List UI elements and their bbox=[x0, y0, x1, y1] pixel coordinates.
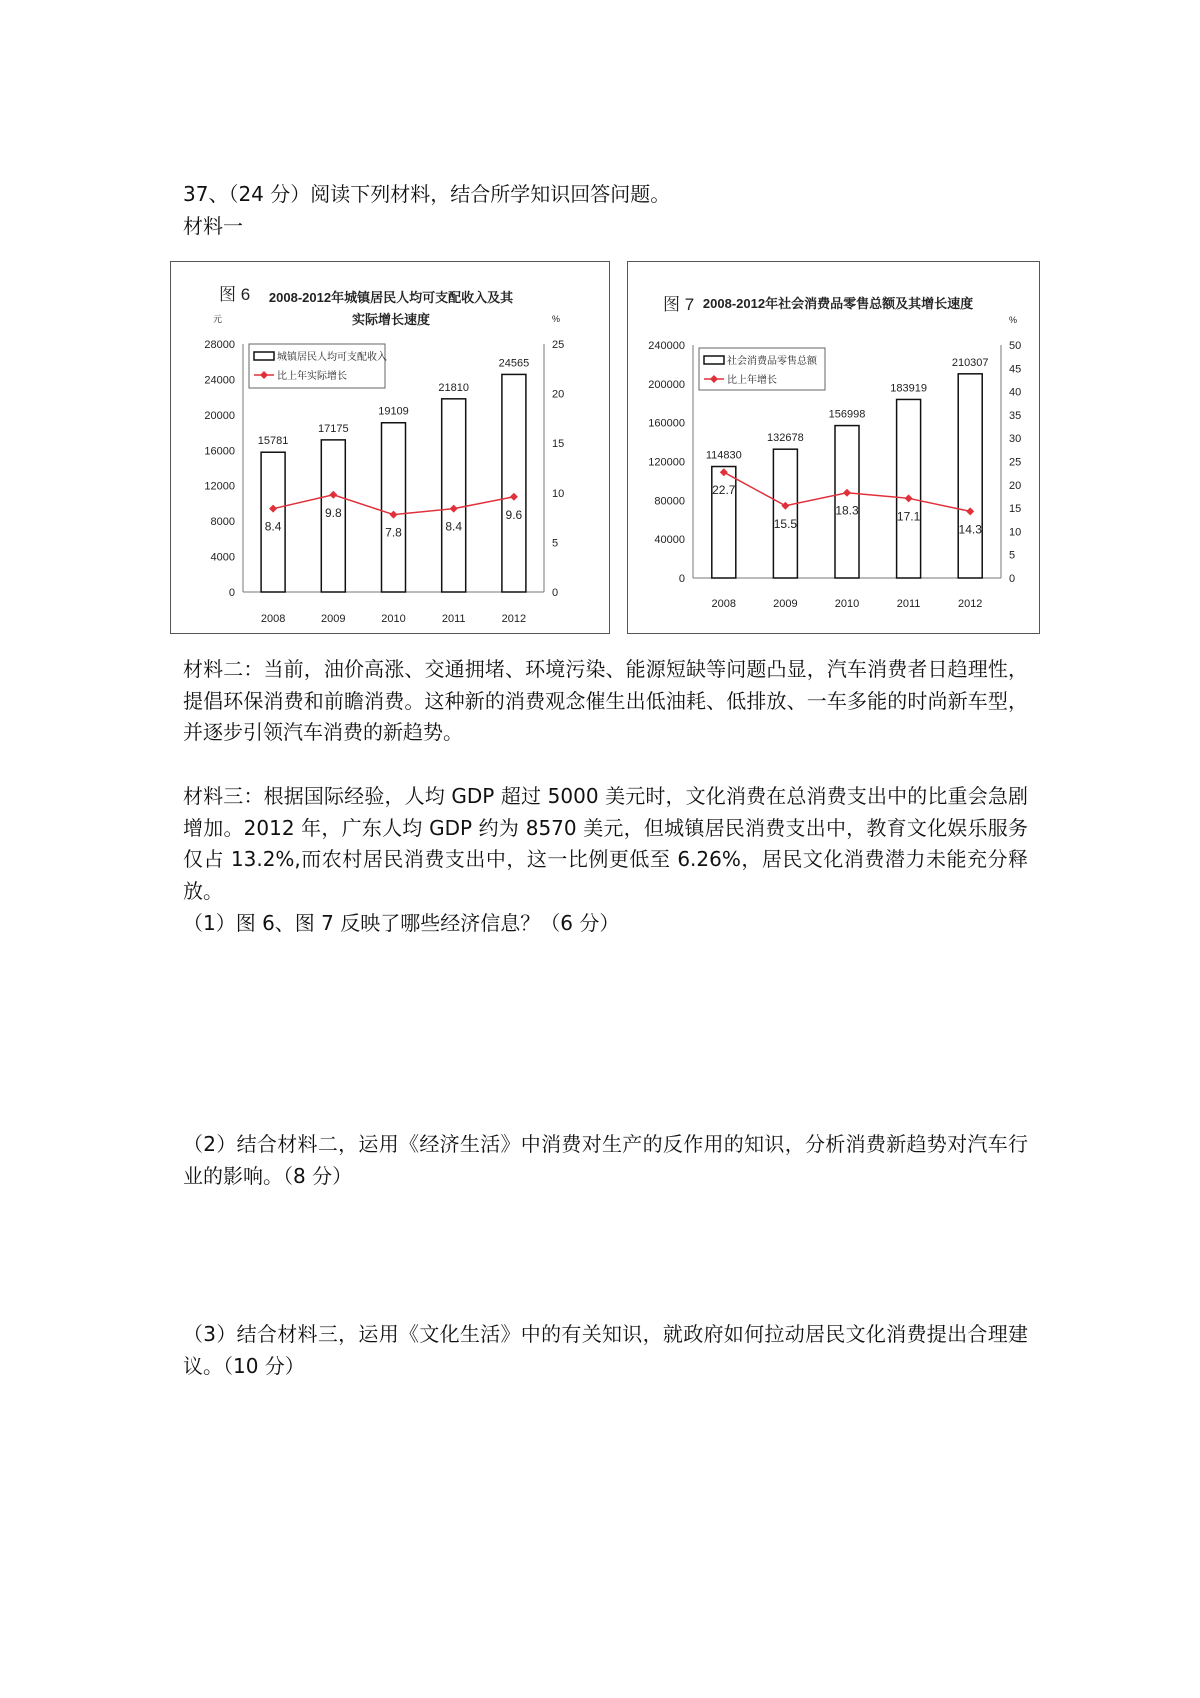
y-tick-left: 24000 bbox=[204, 374, 235, 387]
y-tick-right: 25 bbox=[1009, 456, 1022, 469]
y-tick-right: 25 bbox=[552, 339, 565, 351]
x-tick-label: 2011 bbox=[441, 613, 466, 625]
question-1: （1）图 6、图 7 反映了哪些经济信息？（6 分） bbox=[183, 911, 620, 935]
figure-7-svg bbox=[628, 262, 1039, 633]
growth-value-label: 18.3 bbox=[835, 503, 859, 518]
chart-title: 2008-2012年社会消费品零售总额及其增长速度 bbox=[702, 296, 974, 311]
y-tick-left: 12000 bbox=[204, 480, 235, 493]
y-tick-right: 5 bbox=[1009, 549, 1016, 562]
y-tick-right: 30 bbox=[1009, 433, 1022, 446]
growth-value-label: 7.8 bbox=[385, 525, 402, 540]
legend-bar-label: 社会消费品零售总额 bbox=[727, 356, 817, 367]
figure-label: 图 7 bbox=[663, 295, 695, 314]
figure-6-chart bbox=[170, 261, 610, 634]
y-tick-right: 15 bbox=[1009, 503, 1022, 516]
bar bbox=[442, 399, 466, 592]
growth-value-label: 8.4 bbox=[264, 519, 282, 534]
bar-value-label: 156998 bbox=[828, 408, 866, 421]
bar-value-label: 15781 bbox=[257, 435, 289, 448]
y-tick-right: 45 bbox=[1009, 363, 1022, 376]
figure-6-svg bbox=[171, 262, 609, 633]
material1-label: 材料一 bbox=[183, 214, 243, 238]
question-header: 37、（24 分）阅读下列材料，结合所学知识回答问题。 bbox=[183, 182, 671, 206]
bar-value-label: 24565 bbox=[498, 357, 530, 370]
material2-text: 材料二：当前，油价高涨、交通拥堵、环境污染、能源短缺等问题凸显，汽车消费者日趋理性，提倡环保消费和前瞻消费。这种新的消费观念催生出低油耗、低排放、一车多能的时尚新车型，并逐步引领汽车消费的新趋势。 bbox=[183, 657, 1028, 745]
chart-title: 2008-2012年城镇居民人均可支配收入及其 bbox=[268, 290, 514, 305]
growth-value-label: 9.6 bbox=[505, 507, 523, 522]
material3-text: 材料三：根据国际经验，人均 GDP 超过 5000 美元时，文化消费在总消费支出中的比重会急剧增加。2012 年，广东人均 GDP 约为 8570 美元，但城镇居民消费支出中，教育文化娱乐服务仅占 13.2%,而农村居民消费支出中，这一比例更低至 6.26%，居民文化消费潜力未能充分释放。 bbox=[183, 784, 1028, 904]
y-axis-right-label: % bbox=[1009, 315, 1018, 325]
x-tick-label: 2009 bbox=[321, 613, 346, 625]
bar-value-label: 19109 bbox=[378, 405, 409, 418]
growth-value-label: 17.1 bbox=[896, 509, 921, 524]
x-tick-label: 2011 bbox=[896, 598, 921, 610]
x-tick-label: 2008 bbox=[260, 613, 286, 625]
y-tick-left: 0 bbox=[678, 573, 685, 585]
y-tick-right: 0 bbox=[552, 587, 559, 599]
bar bbox=[958, 374, 982, 578]
y-tick-left: 16000 bbox=[204, 445, 235, 458]
y-tick-left: 200000 bbox=[648, 378, 685, 391]
growth-value-label: 22.7 bbox=[712, 483, 736, 498]
bar-value-label: 210307 bbox=[951, 356, 989, 369]
y-tick-right: 5 bbox=[552, 537, 559, 550]
x-tick-label: 2008 bbox=[711, 598, 737, 610]
y-tick-left: 120000 bbox=[648, 456, 685, 469]
figure-label: 图 6 bbox=[219, 285, 251, 304]
bar-value-label: 21810 bbox=[438, 381, 469, 394]
bar-value-label: 17175 bbox=[318, 422, 349, 435]
figure-7-chart bbox=[627, 261, 1040, 634]
growth-value-label: 8.4 bbox=[445, 519, 463, 534]
y-tick-left: 28000 bbox=[204, 339, 235, 351]
y-tick-left: 240000 bbox=[648, 340, 685, 352]
bar bbox=[773, 449, 797, 578]
legend-bar-label: 城镇居民人均可支配收入 bbox=[277, 352, 387, 363]
bar bbox=[835, 426, 859, 578]
question-2: （2）结合材料二，运用《经济生活》中消费对生产的反作用的知识，分析消费新趋势对汽车行业的影响。（8 分） bbox=[183, 1132, 1028, 1188]
chart-title-line2: 实际增长速度 bbox=[351, 312, 431, 327]
y-axis-right-label: % bbox=[552, 314, 561, 324]
bar bbox=[502, 374, 526, 592]
bar-value-label: 183919 bbox=[890, 382, 927, 395]
y-tick-right: 10 bbox=[552, 487, 565, 500]
y-tick-right: 0 bbox=[1009, 573, 1016, 585]
y-tick-left: 0 bbox=[228, 587, 235, 599]
legend-bar-swatch bbox=[704, 356, 724, 364]
y-axis-left-label: 元 bbox=[213, 314, 223, 324]
y-tick-right: 35 bbox=[1009, 409, 1022, 422]
legend-bar-swatch bbox=[254, 352, 274, 360]
y-tick-left: 80000 bbox=[654, 495, 685, 508]
question-3: （3）结合材料三，运用《文化生活》中的有关知识，就政府如何拉动居民文化消费提出合理建议。（10 分） bbox=[183, 1322, 1028, 1378]
x-tick-label: 2012 bbox=[501, 613, 527, 625]
y-tick-right: 10 bbox=[1009, 526, 1022, 539]
y-tick-right: 15 bbox=[552, 438, 565, 451]
x-tick-label: 2009 bbox=[773, 598, 798, 610]
y-tick-right: 40 bbox=[1009, 386, 1022, 399]
x-tick-label: 2010 bbox=[381, 613, 406, 625]
y-tick-right: 50 bbox=[1009, 340, 1022, 352]
y-tick-right: 20 bbox=[1009, 479, 1022, 492]
y-tick-right: 20 bbox=[552, 388, 565, 401]
y-tick-left: 8000 bbox=[210, 516, 235, 529]
y-tick-left: 4000 bbox=[210, 551, 235, 564]
y-tick-left: 160000 bbox=[648, 417, 685, 430]
growth-value-label: 15.5 bbox=[773, 516, 798, 531]
y-tick-left: 20000 bbox=[204, 409, 235, 422]
growth-value-label: 14.3 bbox=[958, 522, 982, 537]
bar-value-label: 132678 bbox=[767, 432, 804, 445]
bar-value-label: 114830 bbox=[705, 449, 742, 462]
x-tick-label: 2012 bbox=[957, 598, 983, 610]
bar bbox=[897, 399, 921, 578]
legend-line-label: 比上年增长 bbox=[727, 375, 777, 386]
bar bbox=[382, 423, 406, 592]
legend-line-label: 比上年实际增长 bbox=[277, 371, 347, 382]
x-tick-label: 2010 bbox=[834, 598, 860, 610]
y-tick-left: 40000 bbox=[654, 534, 685, 547]
growth-value-label: 9.8 bbox=[324, 505, 342, 520]
